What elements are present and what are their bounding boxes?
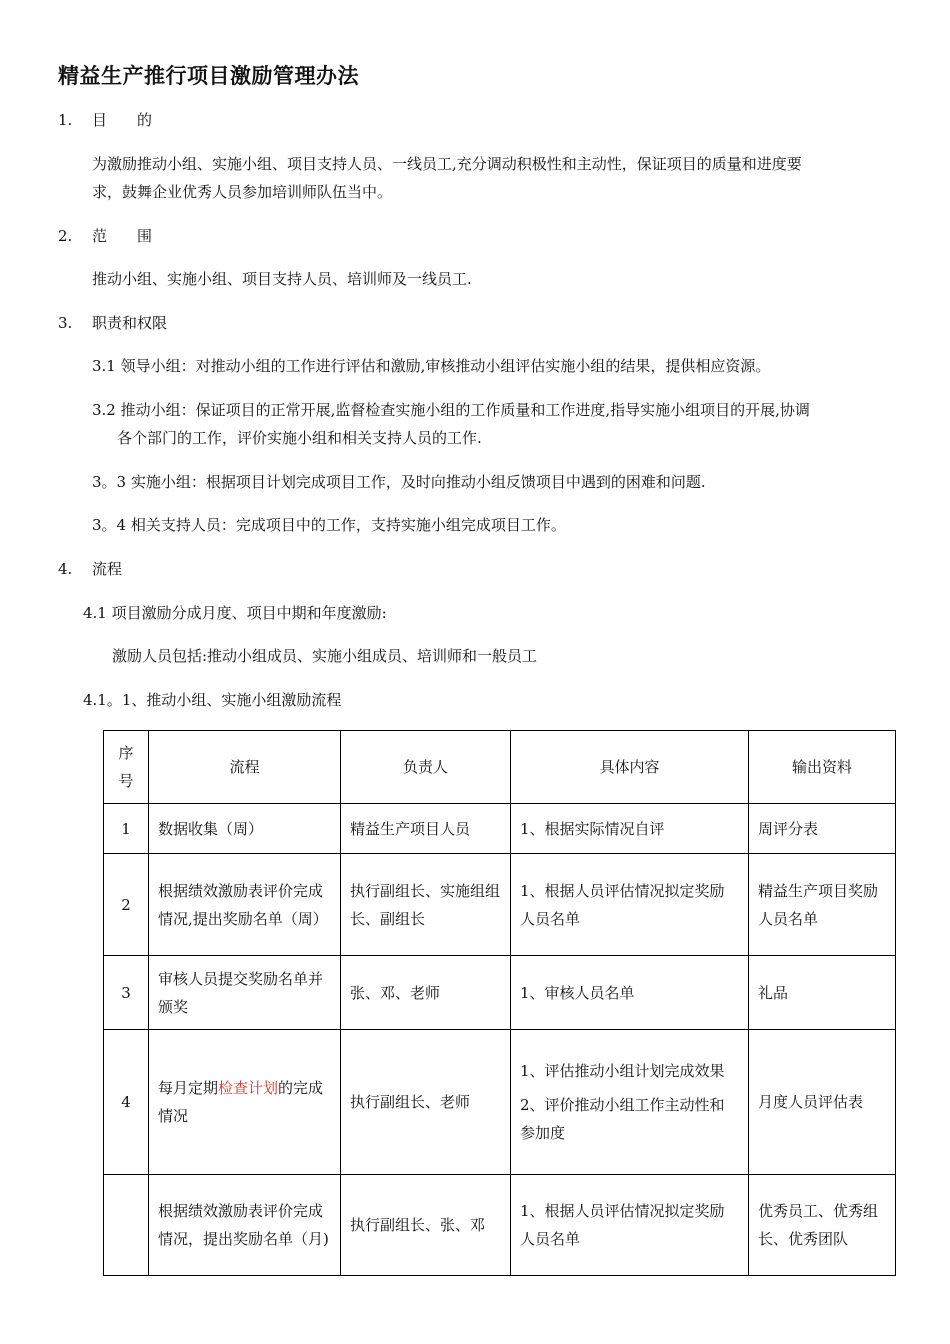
row2-content: 1、根据人员评估情况拟定奖励人员名单 (511, 854, 749, 956)
header-content: 具体内容 (511, 731, 749, 804)
row4-process (149, 1030, 341, 1175)
section-3-item-1: 3.1 领导小组：对推动小组的工作进行评估和激励,审核推动小组评估实施小组的结果，提供相应资源。 (92, 357, 771, 375)
section-4-item-1: 4.1 项目激励分成月度、项目中期和年度激励: (83, 604, 387, 622)
row4-content-item1: 1、评估推动小组计划完成效果 (520, 1062, 725, 1080)
section-1-number: 1. (58, 111, 73, 129)
row3-content: 1、审核人员名单 (511, 956, 749, 1030)
row4-output: 月度人员评估表 (749, 1030, 896, 1175)
section-1-body-line1: 为激励推动小组、实施小组、项目支持人员、一线员工,充分调动积极性和主动性，保证项目的质量和进度要 (92, 155, 802, 173)
row5-content: 1、根据人员评估情况拟定奖励人员名单 (511, 1175, 749, 1276)
row5-process: 根据绩效激励表评价完成情况，提出奖励名单（月) (149, 1175, 341, 1276)
row4-owner: 执行副组长、老师 (341, 1030, 511, 1175)
row4-process-highlight: 检查计划 (218, 1079, 279, 1097)
section-4-item-1-1: 4.1。1、推动小组、实施小组激励流程 (83, 691, 342, 709)
row4-process-pre: 每月定期 (158, 1079, 219, 1097)
header-seq: 序号 (104, 731, 149, 804)
table-row (104, 854, 896, 956)
section-4-heading: 流程 (92, 560, 123, 578)
row3-process: 审核人员提交奖励名单并颁奖 (149, 956, 341, 1030)
section-2-body: 推动小组、实施小组、项目支持人员、培训师及一线员工. (92, 270, 472, 288)
section-1-heading: 目 的 (92, 111, 153, 129)
section-2-heading: 范 围 (92, 227, 153, 245)
row3-seq: 3 (104, 956, 149, 1030)
row1-process: 数据收集（周） (149, 804, 341, 854)
section-3-heading: 职责和权限 (92, 314, 168, 332)
row4-process-post: 的完成情况 (158, 1079, 324, 1125)
row2-seq: 2 (104, 854, 149, 956)
row1-output: 周评分表 (749, 804, 896, 854)
row4-seq: 4 (104, 1030, 149, 1175)
section-2-number: 2. (58, 227, 73, 245)
row5-owner: 执行副组长、张、邓 (341, 1175, 511, 1276)
section-3-item-2-line1: 3.2 推动小组：保证项目的正常开展,监督检查实施小组的工作质量和工作进度,指导实施小组项目的开展,协调 (92, 401, 810, 419)
header-output: 输出资料 (749, 731, 896, 804)
row5-output: 优秀员工、优秀组长、优秀团队 (749, 1175, 896, 1276)
row2-process: 根据绩效激励表评价完成情况,提出奖励名单（周） (149, 854, 341, 956)
row4-content (511, 1030, 749, 1175)
section-3-item-3: 3。3 实施小组：根据项目计划完成项目工作，及时向推动小组反馈项目中遇到的困难和问题. (92, 473, 706, 491)
table-row (104, 1175, 896, 1276)
row2-output: 精益生产项目奖励人员名单 (749, 854, 896, 956)
table-row (104, 956, 896, 1030)
section-3-item-2-line2: 各个部门的工作，评价实施小组和相关支持人员的工作. (117, 429, 482, 447)
row1-content: 1、根据实际情况自评 (511, 804, 749, 854)
document-title: 精益生产推行项目激励管理办法 (58, 64, 359, 88)
table-header-row (104, 731, 896, 804)
table-row (104, 804, 896, 854)
section-3-item-4: 3。4 相关支持人员：完成项目中的工作，支持实施小组完成项目工作。 (92, 516, 566, 534)
row2-owner: 执行副组长、实施组组长、副组长 (341, 854, 511, 956)
row5-seq (104, 1175, 149, 1276)
row1-seq: 1 (104, 804, 149, 854)
section-1-body-line2: 求，鼓舞企业优秀人员参加培训师队伍当中。 (92, 183, 393, 201)
header-process: 流程 (149, 731, 341, 804)
table-row (104, 1030, 896, 1175)
header-owner: 负责人 (341, 731, 511, 804)
incentive-process-table (103, 730, 896, 1276)
row4-content-item2: 2、评价推动小组工作主动性和参加度 (520, 1096, 725, 1142)
section-4-item-1-detail: 激励人员包括:推动小组成员、实施小组成员、培训师和一般员工 (112, 647, 538, 665)
row3-output: 礼品 (749, 956, 896, 1030)
section-4-number: 4. (58, 560, 73, 578)
row1-owner: 精益生产项目人员 (341, 804, 511, 854)
section-3-number: 3. (58, 314, 73, 332)
row3-owner: 张、邓、老师 (341, 956, 511, 1030)
